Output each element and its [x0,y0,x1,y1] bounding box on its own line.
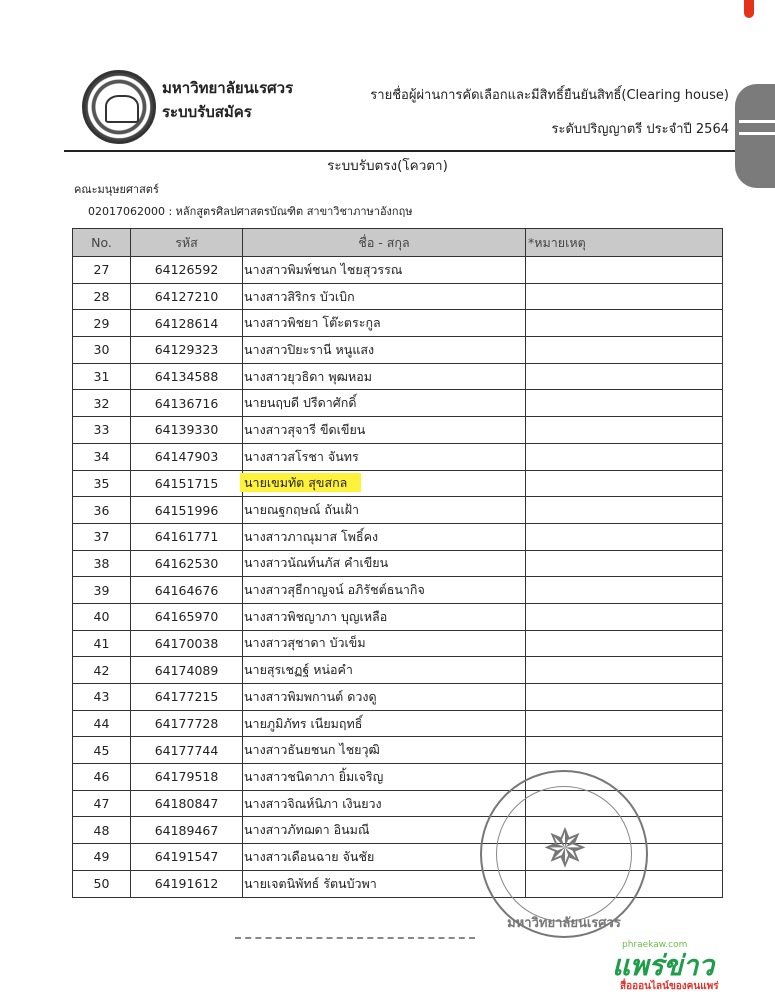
row-number: 42 [73,657,131,684]
column-header-name: ชื่อ - สกุล [243,229,526,257]
remark-cell [526,523,723,550]
elephant-emblem-icon [105,95,139,123]
table-row [73,417,723,444]
row-number: 41 [73,630,131,657]
student-name: นายนฤบดี ปรีดาศักดิ์ [243,390,526,417]
student-code: 64191612 [131,870,243,897]
row-number: 36 [73,497,131,524]
student-name: นางสาวสุชาดา บัวเข็ม [243,630,526,657]
row-number: 31 [73,363,131,390]
student-name: นางสาวปิยะรานี หนูแสง [243,337,526,364]
student-name: นางสาวธันยชนก ไชยวุฒิ [243,737,526,764]
student-name: นายณฐกฤษณ์ ถันเฝ้า [243,497,526,524]
highlighted-name: นายเขมทัต สุขสกล [240,473,361,492]
document-level: ระดับปริญญาตรี ประจำปี 2564 [551,122,729,137]
university-seal-logo [82,70,156,144]
header-divider [64,150,760,152]
row-number: 39 [73,577,131,604]
student-code: 64162530 [131,550,243,577]
column-header-remark: *หมายเหตุ [526,229,723,257]
table-row [73,657,723,684]
row-number: 46 [73,764,131,791]
student-name: นางสาวสิริกร บัวเบิก [243,283,526,310]
stamp-text: มหาวิทยาลัยนเรศวร [507,916,621,931]
system-title: ระบบรับสมัคร [162,103,252,121]
student-code: 64170038 [131,630,243,657]
table-row [73,390,723,417]
watermark-site: phraekaw.com [622,940,688,950]
remark-cell [526,257,723,284]
remark-cell [526,363,723,390]
student-code: 64151996 [131,497,243,524]
table-row [73,470,723,497]
row-number: 35 [73,470,131,497]
student-name: นางสาวพิชญาภา บุญเหลือ [243,603,526,630]
student-name [243,470,526,497]
student-code: 64147903 [131,443,243,470]
row-number: 40 [73,603,131,630]
section-title: ระบบรับตรง(โควตา) [327,158,448,174]
row-number: 37 [73,523,131,550]
program-label: 02017062000 : หลักสูตรศิลปศาสตรบัณฑิต สาขาวิชาภาษาอังกฤษ [88,205,413,218]
remark-cell [526,657,723,684]
watermark-tagline: สื่อออนไลน์ของคนแพร่ [620,981,719,992]
table-row [73,737,723,764]
student-name: นางสาวสุธีกาญจน์ อภิรัชต์ธนากิจ [243,577,526,604]
student-code: 64136716 [131,390,243,417]
row-number: 34 [73,443,131,470]
student-code: 64191547 [131,844,243,871]
table-row [73,257,723,284]
table-row [73,710,723,737]
student-code: 64174089 [131,657,243,684]
student-name: นางสาวยุวธิดา พุฒหอม [243,363,526,390]
university-title: มหาวิทยาลัยนเรศวร [162,79,294,97]
student-name: นางสาวพิมพกานต์ ดวงดู [243,684,526,711]
remark-cell [526,577,723,604]
row-number: 43 [73,684,131,711]
table-header-row [73,229,723,257]
student-code: 64165970 [131,603,243,630]
remark-cell [526,310,723,337]
remark-cell [526,283,723,310]
remark-cell [526,470,723,497]
remark-cell [526,710,723,737]
student-code: 64139330 [131,417,243,444]
table-row [73,603,723,630]
row-number: 49 [73,844,131,871]
phraekaw-watermark [612,940,719,993]
row-number: 30 [73,337,131,364]
scroll-handle[interactable] [735,84,775,188]
table-row [73,443,723,470]
column-header-code: รหัส [131,229,243,257]
university-name [162,76,293,124]
document-title: รายชื่อผู้ผ่านการคัดเลือกและมีสิทธิ์ยืนยันสิทธิ์(Clearing house) [370,88,729,103]
row-number: 29 [73,310,131,337]
handle-line [739,132,775,135]
remark-cell [526,684,723,711]
table-row [73,630,723,657]
student-code: 64127210 [131,283,243,310]
remark-cell [526,390,723,417]
student-name: นางสาวชนิดาภา ยิ้มเจริญ [243,764,526,791]
remark-cell [526,497,723,524]
red-corner-mark [744,0,754,18]
student-code: 64189467 [131,817,243,844]
student-code: 64177215 [131,684,243,711]
student-name: นางสาวพิชยา โต๊ะตระกูล [243,310,526,337]
student-name: นางสาวภาณุมาส โพธิ์คง [243,523,526,550]
student-name: นางสาวสโรชา จันทร [243,443,526,470]
student-name: นายภูมิภัทร เนียมฤทธิ์ [243,710,526,737]
table-row [73,577,723,604]
student-code: 64164676 [131,577,243,604]
student-name: นางสาวสุจารี ขีดเขียน [243,417,526,444]
table-row [73,684,723,711]
table-row [73,363,723,390]
row-number: 50 [73,870,131,897]
handle-line [739,120,775,123]
row-number: 45 [73,737,131,764]
table-row [73,523,723,550]
row-number: 28 [73,283,131,310]
table-row [73,550,723,577]
page-bottom-dashes [235,937,475,939]
remark-cell [526,603,723,630]
student-name: นางสาวนัณท์นภัส คำเขียน [243,550,526,577]
student-code: 64179518 [131,764,243,791]
remark-cell [526,337,723,364]
student-code: 64128614 [131,310,243,337]
table-row [73,337,723,364]
student-name: นายเจตนิพัทธ์ รัตนบัวพา [243,870,526,897]
row-number: 32 [73,390,131,417]
remark-cell [526,550,723,577]
official-stamp [480,770,648,938]
remark-cell [526,737,723,764]
student-name: นางสาวภัทฌดา อินมณี [243,817,526,844]
table-row [73,764,723,791]
remark-cell [526,443,723,470]
student-name: นางสาวเดือนฉาย จันชัย [243,844,526,871]
table-row [73,310,723,337]
row-number: 38 [73,550,131,577]
student-code: 64177744 [131,737,243,764]
student-code: 64161771 [131,523,243,550]
student-code: 64177728 [131,710,243,737]
row-number: 47 [73,790,131,817]
garuda-emblem-icon: ✵ [542,817,588,880]
student-code: 64180847 [131,790,243,817]
student-code: 64134588 [131,363,243,390]
row-number: 27 [73,257,131,284]
stamp-inner-ring [496,786,632,922]
student-name: นายสุรเชฏฐ์ หน่อคำ [243,657,526,684]
student-code: 64129323 [131,337,243,364]
row-number: 44 [73,710,131,737]
row-number: 33 [73,417,131,444]
row-number: 48 [73,817,131,844]
faculty-label: คณะมนุษยศาสตร์ [74,183,159,196]
remark-cell [526,630,723,657]
student-code: 64151715 [131,470,243,497]
table-row [73,497,723,524]
student-name: นางสาวพิมพ์ชนก ไชยสุวรรณ [243,257,526,284]
column-header-no: No. [73,229,131,257]
table-row [73,283,723,310]
watermark-brand: แพร่ข่าว [612,949,715,982]
remark-cell [526,417,723,444]
student-code: 64126592 [131,257,243,284]
student-name: นางสาวจิณห์นิภา เงินยวง [243,790,526,817]
